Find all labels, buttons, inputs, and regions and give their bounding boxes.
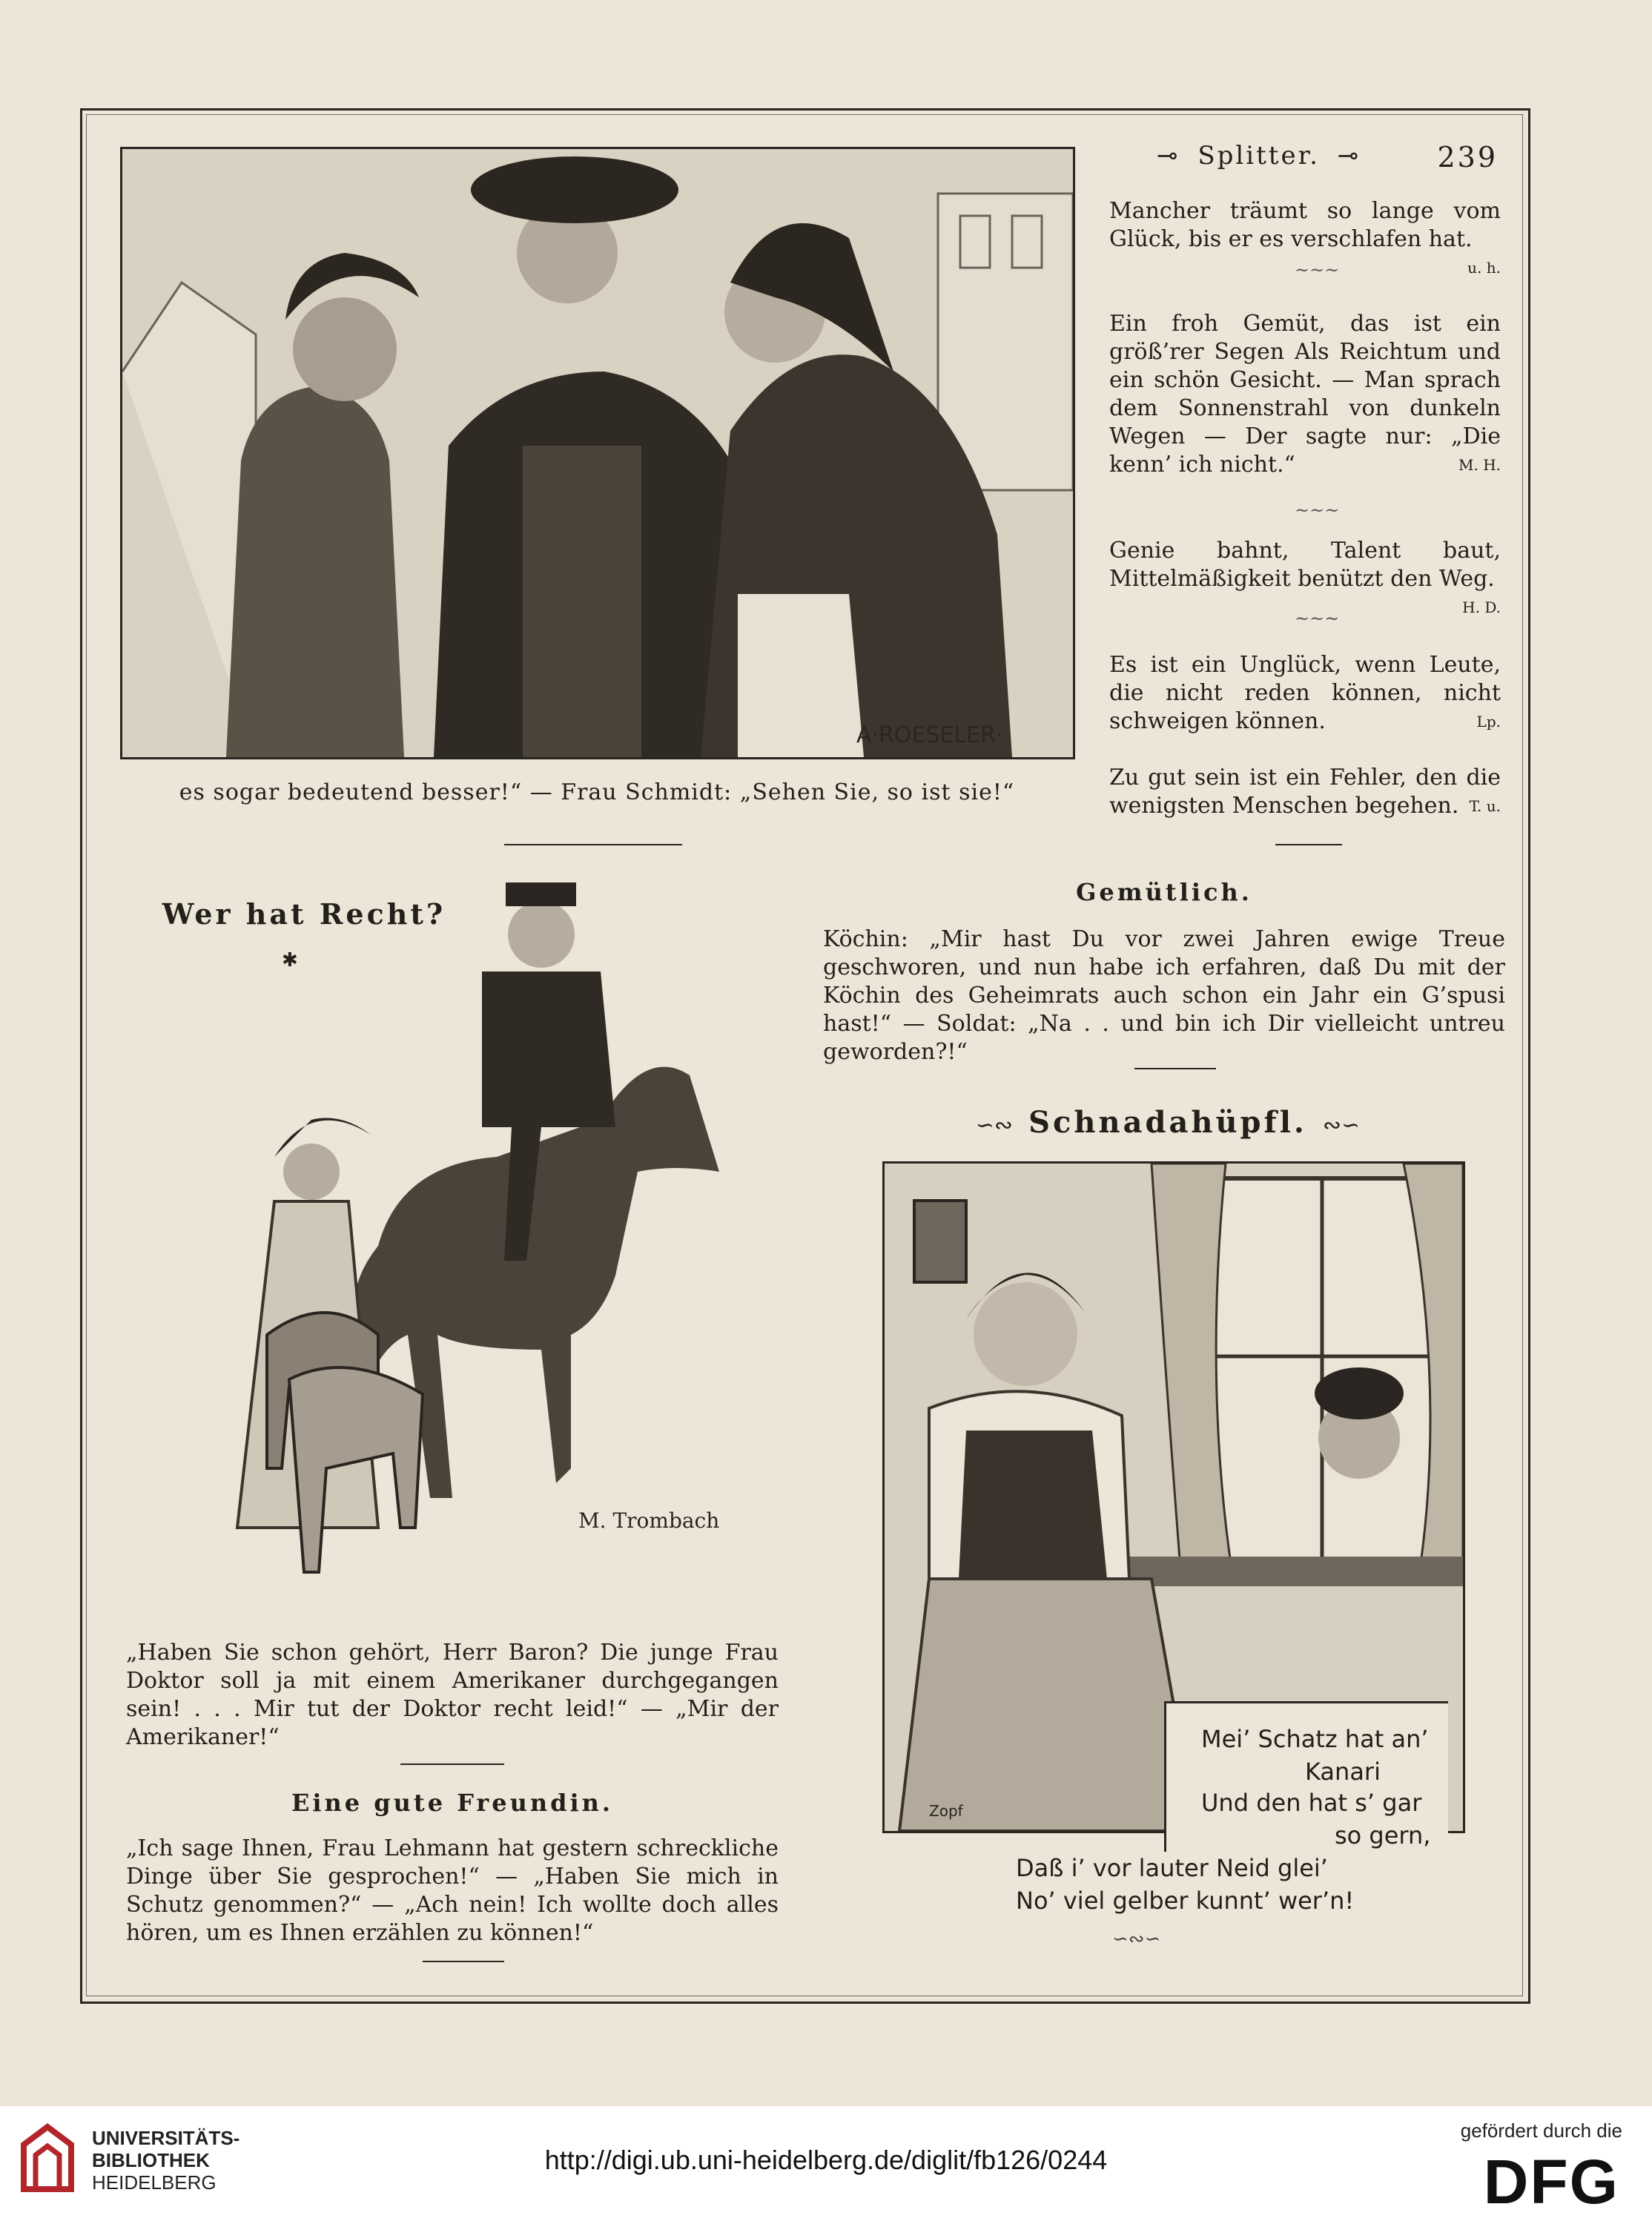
divider-squiggle: ~~~: [1295, 608, 1340, 629]
splitter-3-signature: H. D.: [1462, 598, 1501, 616]
svg-text:A·ROESELER·: A·ROESELER·: [856, 722, 1003, 748]
divider-squiggle: ~~~: [1295, 500, 1340, 521]
ornament-flourish: ∾∽: [1322, 1112, 1361, 1138]
section-rule: [400, 1763, 504, 1765]
star-ornament: ✱: [282, 949, 298, 971]
splitter-3: Genie bahnt, Talent baut, Mittelmäßigkeit benützt den Weg. H. D.: [1109, 537, 1501, 621]
splitter-4-signature: Lp.: [1476, 713, 1501, 730]
page-number: 239: [1437, 141, 1498, 174]
rider-and-lady-illustration: [156, 875, 749, 1631]
funding-note: gefördert durch die: [1460, 2119, 1622, 2142]
section-rule: [1134, 1068, 1216, 1069]
wer-hat-recht-text: „Haben Sie schon gehört, Herr Baron? Die junge Frau Doktor soll ja mit einem Amerikaner durchgegangen sein! . . . Mir tut der Doktor recht leid!“ — „Mir der Amerikaner!“: [126, 1640, 779, 1750]
column-header: [1157, 141, 1498, 178]
splitter-2-signature: M. H.: [1458, 456, 1501, 474]
gute-freundin-text: „Ich sage Ihnen, Frau Lehmann hat gestern schreckliche Dinge über Sie gesprochen!“ — „Haben Sie mich in Schutz genommen?“ — „Ach nein! Ich wollte doch alles hören, um es Ihnen erzählen zu können!“: [126, 1835, 779, 1946]
gemuetlich-text: Köchin: „Mir hast Du vor zwei Jahren ewige Treue geschworen, und nun habe ich erfahren, daß Du mit der Köchin des Geheimrats auch schon ein Jahr ein G’spusi hast!“ — Soldat: „Na . . und bin ich Dir vielleicht untreu geworden?!“: [823, 926, 1505, 1065]
svg-text:M. Trombach: M. Trombach: [578, 1508, 720, 1533]
dfg-logo: DFG: [1483, 2147, 1619, 2217]
divider-squiggle: ~~~: [1295, 260, 1340, 280]
ornament-flourish: ∽∾: [975, 1112, 1014, 1138]
page-url-link[interactable]: http://digi.ub.uni-heidelberg.de/diglit/fb126/0244: [544, 2145, 1108, 2175]
schnadahuepfl-heading: Schnadahüpfl.: [1028, 1105, 1307, 1140]
splitter-1: Mancher träumt so lange vom Glück, bis er es verschlafen hat. u. h.: [1109, 197, 1501, 282]
verse-line-2: Kanari: [1305, 1758, 1381, 1786]
splitter-5-signature: T. u.: [1469, 797, 1501, 815]
section-rule: [1275, 844, 1342, 845]
splitter-1-signature: u. h.: [1467, 259, 1501, 277]
schnadahuepfl-heading-row: [956, 1105, 1379, 1142]
three-women-illustration: [120, 147, 1075, 759]
closing-ornament: ∽∾∽: [1112, 1928, 1161, 1950]
column-title: Splitter.: [1197, 141, 1320, 171]
splitter-4: Es ist ein Unglück, wenn Leute, die nicht reden können, nicht schweigen können. Lp.: [1109, 652, 1501, 734]
verse-line-5: Daß i’ vor lauter Neid glei’: [1016, 1854, 1328, 1882]
verse-line-6: No’ viel gelber kunnt’ wer’n!: [1016, 1887, 1355, 1915]
library-name: UNIVERSITÄTS- BIBLIOTHEK HEIDELBERG: [92, 2127, 240, 2194]
section-rule: [504, 844, 682, 845]
splitter-2: Ein froh Gemüt, das ist ein größ’rer Segen Als Reichtum und ein schön Gesicht. — Man sprach dem Sonnenstrahl von dunkeln Wegen — Der sagte nur: „Die kenn’ ich nicht.“ M. H.: [1109, 311, 1501, 478]
splitter-5: Zu gut sein ist ein Fehler, den die wenigsten Menschen begehen. T. u.: [1109, 765, 1501, 819]
digitization-footer: [0, 2106, 1652, 2224]
svg-text:Zopf: Zopf: [929, 1802, 963, 1820]
ornament-right: ⊸: [1337, 141, 1361, 171]
top-illustration-caption: es sogar bedeutend besser!“ — Frau Schmidt: „Sehen Sie, so ist sie!“: [179, 779, 1015, 805]
gemuetlich-heading: Gemütlich.: [1076, 878, 1252, 906]
wer-hat-recht-heading: Wer hat Recht?: [162, 897, 446, 931]
gute-freundin-heading: Eine gute Freundin.: [291, 1789, 614, 1817]
ornament-left: ⊸: [1157, 141, 1180, 171]
section-rule: [423, 1961, 504, 1962]
verse-line-4: so gern,: [1335, 1821, 1431, 1850]
verse-line-3: Und den hat s’ gar: [1201, 1789, 1422, 1817]
verse-line-1: Mei’ Schatz hat an’: [1201, 1725, 1429, 1753]
